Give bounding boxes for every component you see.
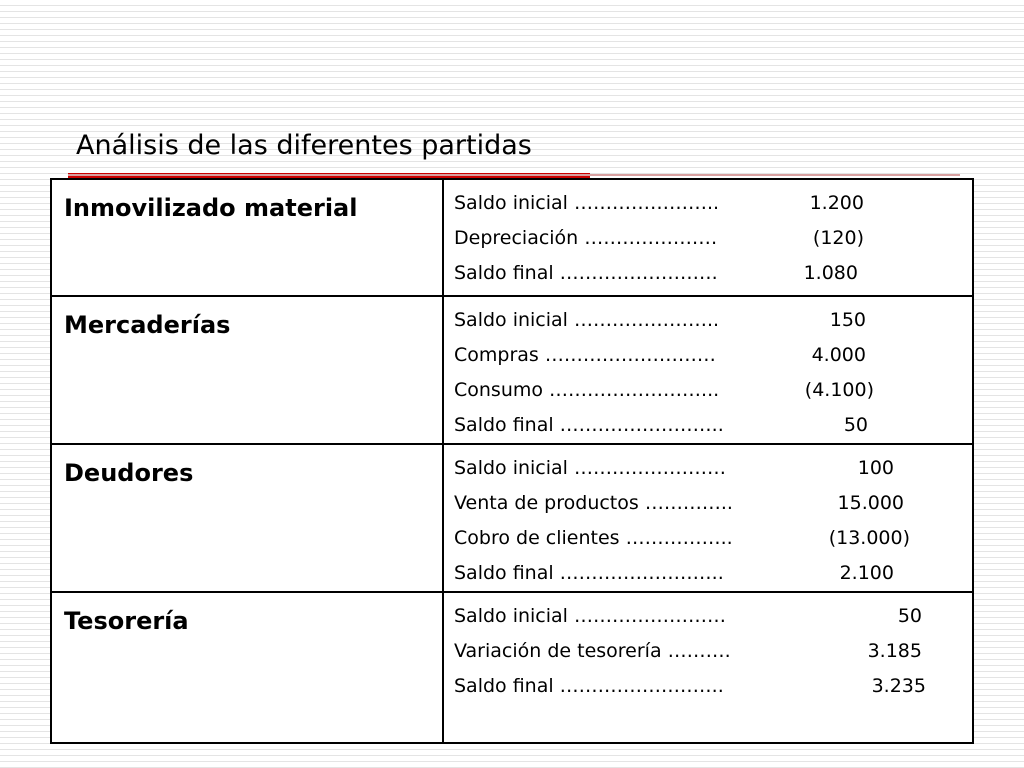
detail-line — [454, 373, 962, 408]
detail-amount: 100 — [857, 457, 894, 479]
detail-text: Saldo final ……………………. — [454, 262, 718, 284]
table-row-inmovilizado — [51, 179, 973, 296]
detail-line — [454, 451, 962, 486]
title-divider — [68, 174, 960, 176]
section-label: Deudores — [51, 444, 443, 592]
section-label: Tesorería — [51, 592, 443, 743]
detail-text: Saldo final …………………….. — [454, 414, 724, 436]
detail-amount: 15.000 — [837, 492, 904, 514]
detail-text: Saldo final …………………….. — [454, 562, 724, 584]
section-label: Inmovilizado material — [51, 179, 443, 296]
detail-amount: 3.185 — [867, 640, 922, 662]
section-detail — [443, 296, 973, 444]
detail-text: Depreciación ………………… — [454, 227, 718, 249]
detail-text: Variación de tesorería ………. — [454, 640, 731, 662]
detail-amount: 1.080 — [803, 262, 858, 284]
detail-line — [454, 486, 962, 521]
detail-line — [454, 221, 962, 256]
detail-amount: 2.100 — [839, 562, 894, 584]
detail-line — [454, 186, 962, 221]
page-title: Análisis de las diferentes partidas — [76, 130, 532, 161]
detail-amount: 50 — [843, 414, 868, 436]
detail-text: Saldo inicial …………………… — [454, 605, 726, 627]
detail-amount: (4.100) — [804, 379, 874, 401]
detail-amount: (120) — [812, 227, 864, 249]
analysis-table — [50, 178, 974, 744]
detail-line — [454, 303, 962, 338]
detail-text: Compras ……………………… — [454, 344, 716, 366]
table-row-mercaderias — [51, 296, 973, 444]
detail-text: Saldo inicial ………………….. — [454, 309, 720, 331]
section-detail — [443, 444, 973, 592]
detail-amount: 3.235 — [871, 675, 926, 697]
detail-line — [454, 256, 962, 291]
detail-amount: 50 — [897, 605, 922, 627]
detail-line — [454, 338, 962, 373]
detail-text: Venta de productos ………….. — [454, 492, 733, 514]
section-detail — [443, 592, 973, 743]
detail-amount: 1.200 — [809, 192, 864, 214]
detail-line — [454, 408, 962, 443]
section-label: Mercaderías — [51, 296, 443, 444]
detail-amount: 4.000 — [811, 344, 866, 366]
detail-amount: 150 — [829, 309, 866, 331]
detail-text: Saldo inicial ………………….. — [454, 192, 720, 214]
detail-line — [454, 521, 962, 556]
detail-line — [454, 599, 962, 634]
detail-line — [454, 634, 962, 669]
detail-text: Consumo ……………………... — [454, 379, 720, 401]
detail-text: Cobro de clientes …………….. — [454, 527, 733, 549]
detail-text: Saldo final …………………….. — [454, 675, 724, 697]
detail-line — [454, 556, 962, 591]
detail-amount: (13.000) — [828, 527, 910, 549]
detail-text: Saldo inicial …………………… — [454, 457, 726, 479]
section-detail — [443, 179, 973, 296]
table-row-deudores — [51, 444, 973, 592]
detail-line — [454, 669, 962, 704]
table-row-tesoreria — [51, 592, 973, 743]
